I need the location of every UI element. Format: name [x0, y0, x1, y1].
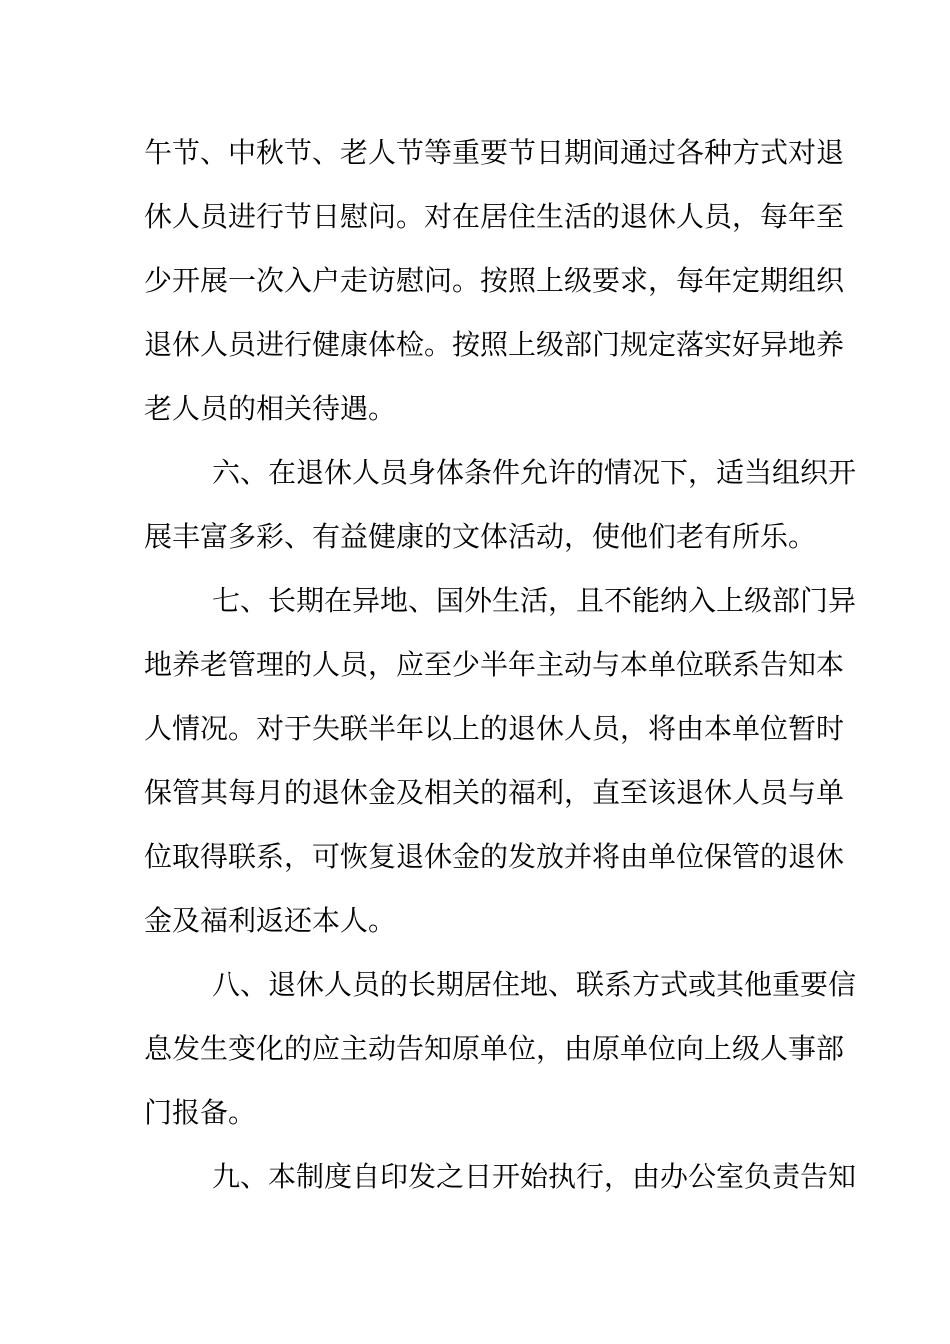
text-line: 退休人员进行健康体检。按照上级部门规定落实好异地养 [144, 328, 845, 361]
text-line: 息发生变化的应主动告知原单位，由原单位向上级人事部 [144, 1032, 845, 1065]
text-line: 人情况。对于失联半年以上的退休人员，将由本单位暂时 [144, 712, 845, 745]
text-line: 保管其每月的退休金及相关的福利，直至该退休人员与单 [144, 776, 845, 809]
text-line: 展丰富多彩、有益健康的文体活动，使他们老有所乐。 [144, 520, 817, 553]
text-line: 门报备。 [144, 1096, 257, 1129]
text-line: 午节、中秋节、老人节等重要节日期间通过各种方式对退 [144, 136, 845, 169]
text-line: 少开展一次入户走访慰问。按照上级要求，每年定期组织 [144, 264, 845, 297]
text-line: 位取得联系，可恢复退休金的发放并将由单位保管的退休 [144, 840, 845, 873]
paragraph-start-line: 八、退休人员的长期居住地、联系方式或其他重要信 [212, 968, 857, 1001]
paragraph-start-line: 六、在退休人员身体条件允许的情况下，适当组织开 [212, 456, 857, 489]
paragraph-start-line: 七、长期在异地、国外生活，且不能纳入上级部门异 [212, 584, 857, 617]
text-line: 老人员的相关待遇。 [144, 392, 397, 425]
text-line: 地养老管理的人员，应至少半年主动与本单位联系告知本 [144, 648, 845, 681]
text-line: 金及福利返还本人。 [144, 904, 397, 937]
paragraph-start-line: 九、本制度自印发之日开始执行，由办公室负责告知 [212, 1160, 857, 1193]
text-line: 休人员进行节日慰问。对在居住生活的退休人员，每年至 [144, 200, 845, 233]
